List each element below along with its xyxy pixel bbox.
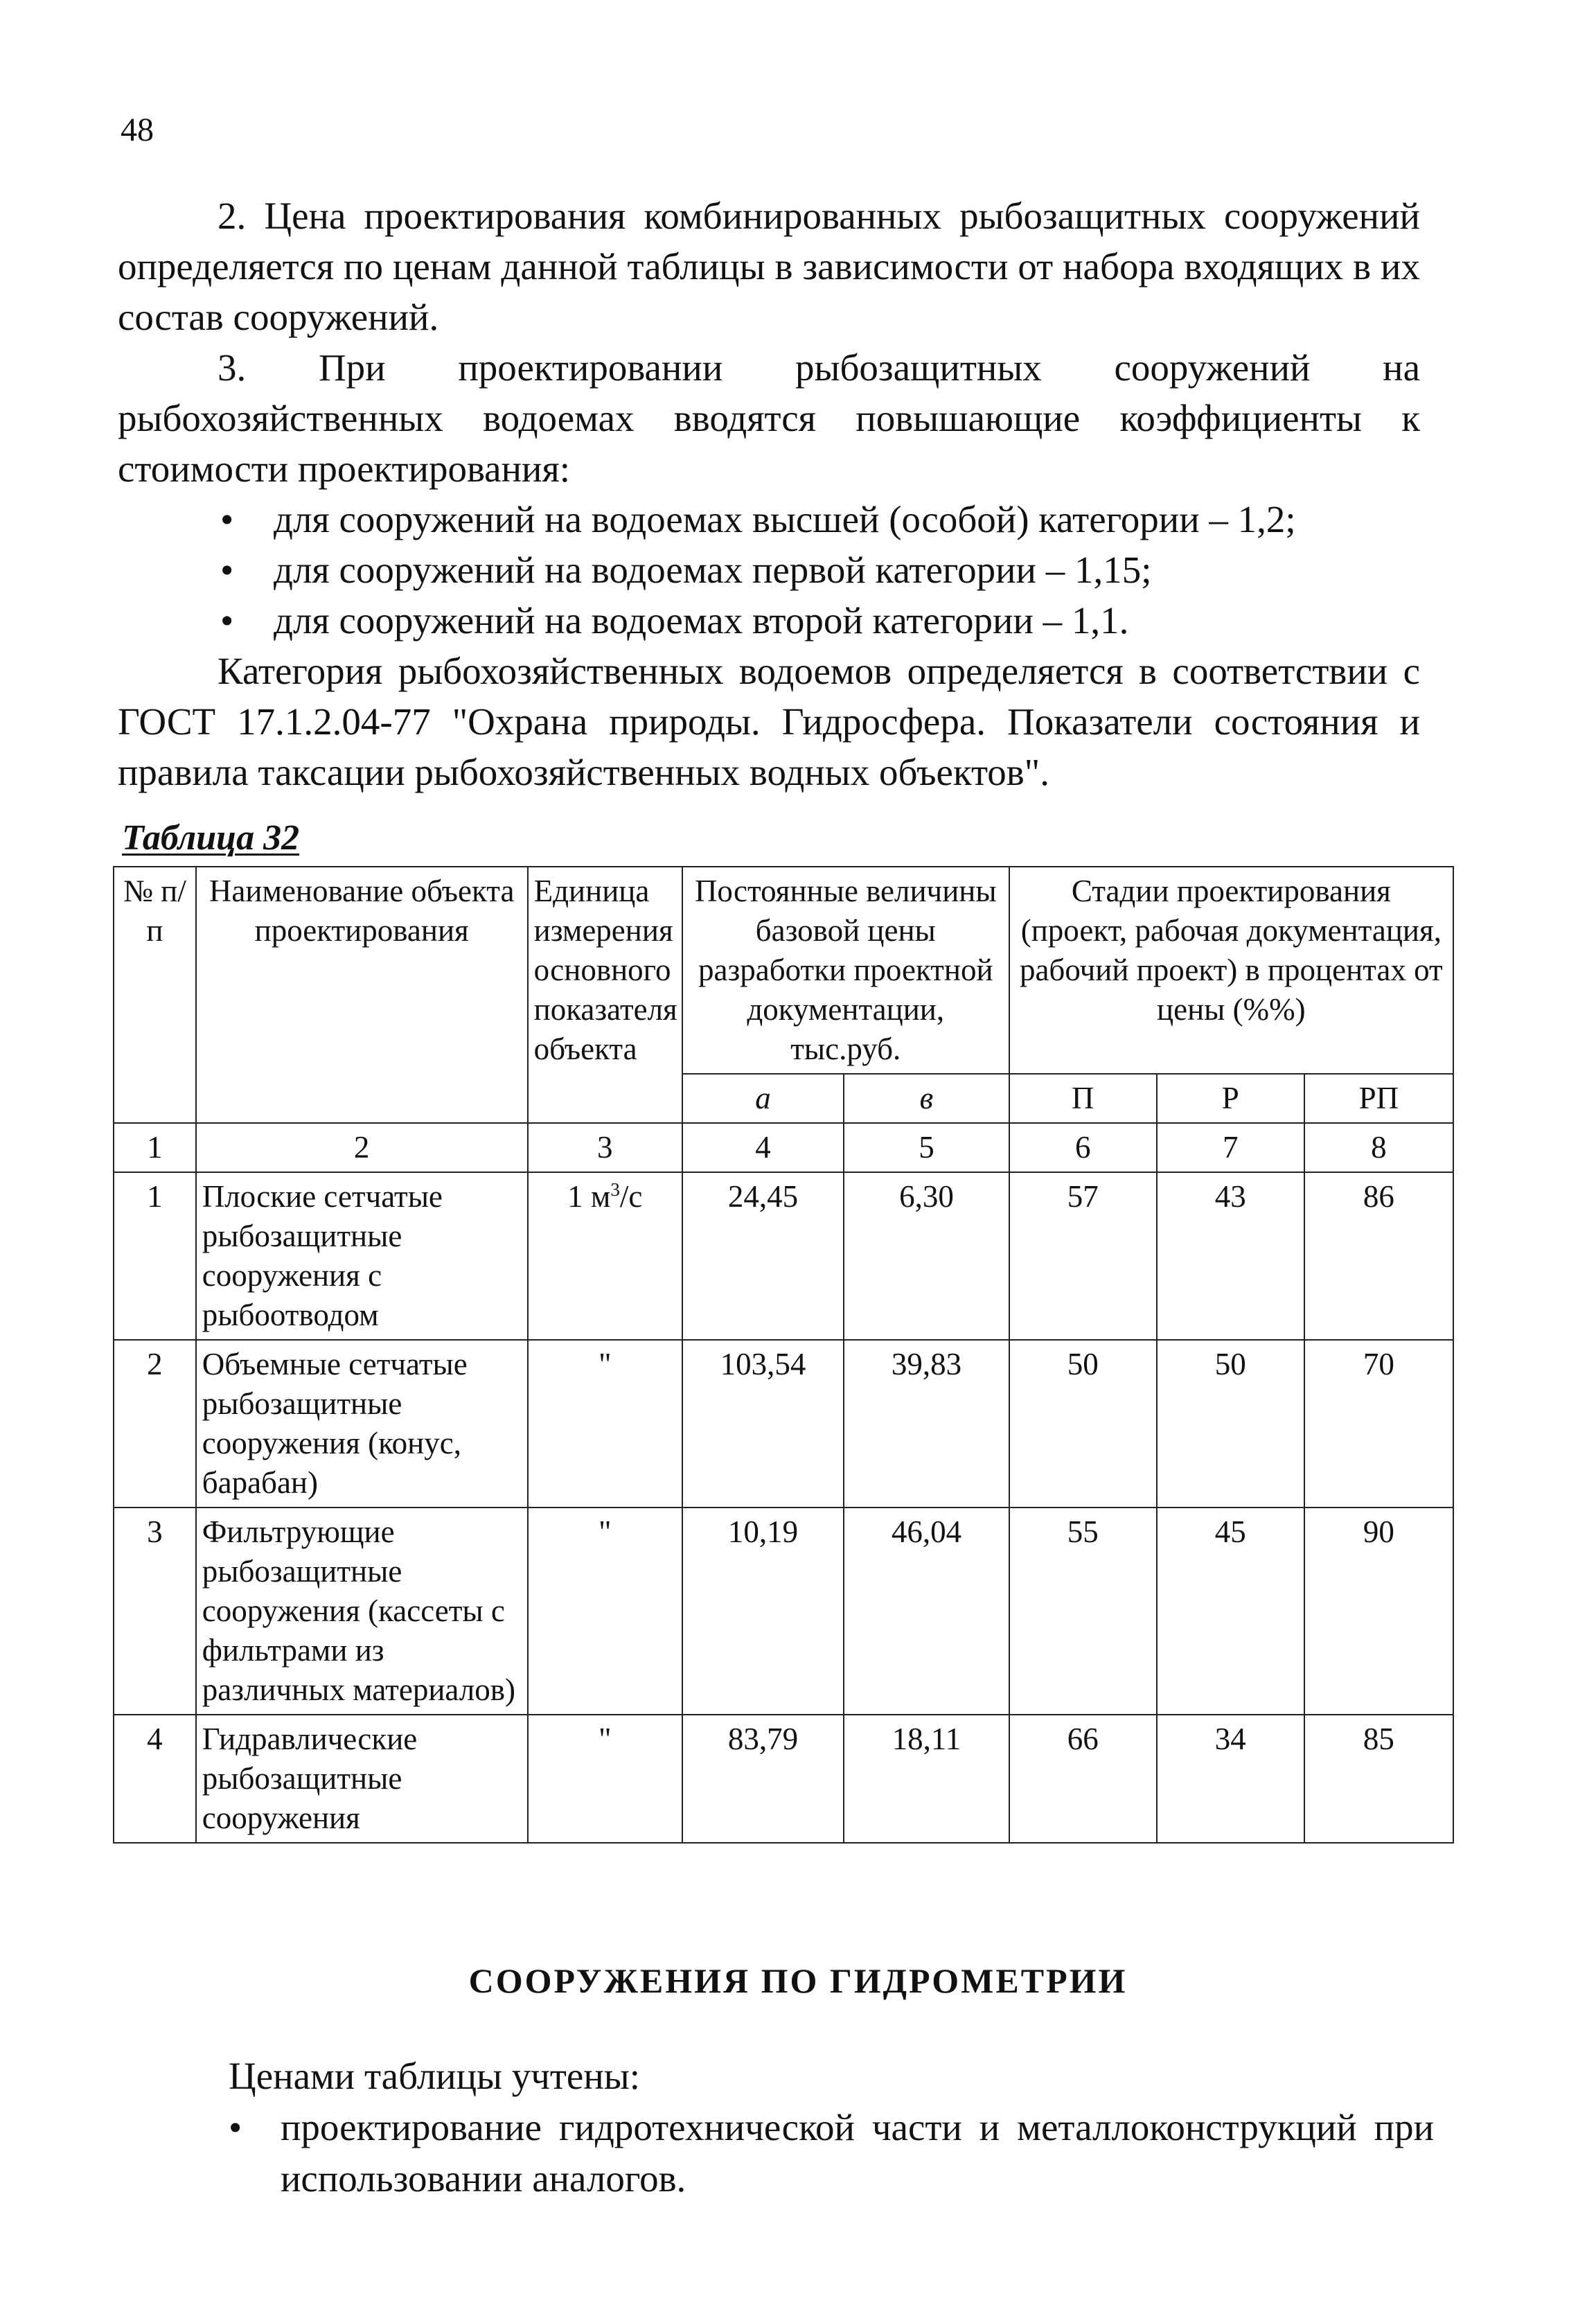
row-value-a: 10,19	[682, 1508, 844, 1715]
list-item: • для сооружений на водоемах первой категории – 1,15;	[118, 545, 1420, 595]
paragraph-3: 3. При проектировании рыбозащитных сооружений на рыбохозяйственных водоемах вводятся повышающие коэффициенты к стоимости проектирования:	[118, 346, 1420, 490]
column-number-row	[114, 1123, 1453, 1172]
row-value-p: 57	[1009, 1172, 1157, 1340]
row-value-a: 24,45	[682, 1172, 844, 1340]
section-list	[118, 2102, 1434, 2204]
bullet-icon: •	[220, 498, 234, 540]
row-name: Фильтрующие рыбозащитные сооружения (кассеты с фильтрами из различных материалов)	[196, 1508, 528, 1715]
header-constants: Постоянные величины базовой цены разработки проектной документации, тыс.руб.	[682, 867, 1009, 1074]
row-num: 3	[114, 1508, 196, 1715]
col-number: 7	[1157, 1123, 1304, 1172]
table-row	[114, 1508, 1453, 1715]
intro-text	[118, 191, 1420, 797]
section-heading: СООРУЖЕНИЯ ПО ГИДРОМЕТРИИ	[468, 1961, 1128, 2000]
col-number: 4	[682, 1123, 844, 1172]
row-value-b: 39,83	[844, 1340, 1009, 1508]
header-b: в	[844, 1074, 1009, 1123]
row-num: 4	[114, 1715, 196, 1843]
header-unit: Единица измерения основного показателя объекта	[528, 867, 682, 1123]
list-item: • для сооружений на водоемах второй категории – 1,1.	[118, 595, 1420, 646]
row-value-r: 43	[1157, 1172, 1304, 1340]
row-value-a: 103,54	[682, 1340, 844, 1508]
row-value-r: 34	[1157, 1715, 1304, 1843]
row-name: Объемные сетчатые рыбозащитные сооружения (конус, барабан)	[196, 1340, 528, 1508]
row-value-b: 46,04	[844, 1508, 1009, 1715]
row-value-b: 6,30	[844, 1172, 1009, 1340]
row-value-a: 83,79	[682, 1715, 844, 1843]
col-number: 5	[844, 1123, 1009, 1172]
header-rp: РП	[1304, 1074, 1453, 1123]
row-name: Плоские сетчатые рыбозащитные сооружения с рыбоотводом	[196, 1172, 528, 1340]
col-number: 3	[528, 1123, 682, 1172]
header-r: Р	[1157, 1074, 1304, 1123]
row-name: Гидравлические рыбозащитные сооружения	[196, 1715, 528, 1843]
col-number: 1	[114, 1123, 196, 1172]
header-p: П	[1009, 1074, 1157, 1123]
row-num: 2	[114, 1340, 196, 1508]
price-table	[113, 866, 1454, 1844]
row-value-p: 55	[1009, 1508, 1157, 1715]
bullet-icon: •	[220, 549, 234, 591]
header-num: № п/п	[114, 867, 196, 1123]
col-number: 8	[1304, 1123, 1453, 1172]
list-item: • проектирование гидротехнической части и металлоконструкций при использовании аналогов.	[118, 2102, 1434, 2204]
row-value-p: 66	[1009, 1715, 1157, 1843]
row-unit: "	[528, 1508, 682, 1715]
col-number: 6	[1009, 1123, 1157, 1172]
row-unit: 1 $м^3/с$	[528, 1172, 682, 1340]
row-unit: "	[528, 1340, 682, 1508]
bullet-icon: •	[220, 599, 234, 642]
row-value-b: 18,11	[844, 1715, 1009, 1843]
section-text	[118, 2051, 1434, 2204]
header-name: Наименование объекта проектирования	[196, 867, 528, 1123]
row-value-r: 45	[1157, 1508, 1304, 1715]
row-value-r: 50	[1157, 1340, 1304, 1508]
row-num: 1	[114, 1172, 196, 1340]
row-value-rp: 70	[1304, 1340, 1453, 1508]
table-row	[114, 1715, 1453, 1843]
paragraph-4: Категория рыбохозяйственных водоемов определяется в соответствии с ГОСТ 17.1.2.04-77 "Охрана природы. Гидросфера. Показатели состояния и правила таксации рыбохозяйственных водных объектов".	[118, 650, 1420, 793]
table-body	[114, 1172, 1453, 1843]
list-item: • для сооружений на водоемах высшей (особой) категории – 1,2;	[118, 494, 1420, 545]
header-a: а	[682, 1074, 844, 1123]
row-value-p: 50	[1009, 1340, 1157, 1508]
page-number: 48	[121, 112, 154, 148]
table-header-row	[114, 867, 1453, 1074]
table-row	[114, 1340, 1453, 1508]
paragraph-2: 2. Цена проектирования комбинированных рыбозащитных сооружений определяется по ценам данной таблицы в зависимости от набора входящих в их состав сооружений.	[118, 195, 1420, 338]
row-value-rp: 90	[1304, 1508, 1453, 1715]
table-caption: Таблица 32	[122, 818, 300, 858]
coefficient-list	[118, 494, 1420, 646]
row-unit: "	[528, 1715, 682, 1843]
row-value-rp: 86	[1304, 1172, 1453, 1340]
bullet-icon: •	[229, 2106, 242, 2148]
section-intro: Ценами таблицы учтены:	[229, 2055, 640, 2097]
col-number: 2	[196, 1123, 528, 1172]
row-value-rp: 85	[1304, 1715, 1453, 1843]
table-row	[114, 1172, 1453, 1340]
header-stages: Стадии проектирования (проект, рабочая документация, рабочий проект) в процентах от цены (%%)	[1009, 867, 1453, 1074]
